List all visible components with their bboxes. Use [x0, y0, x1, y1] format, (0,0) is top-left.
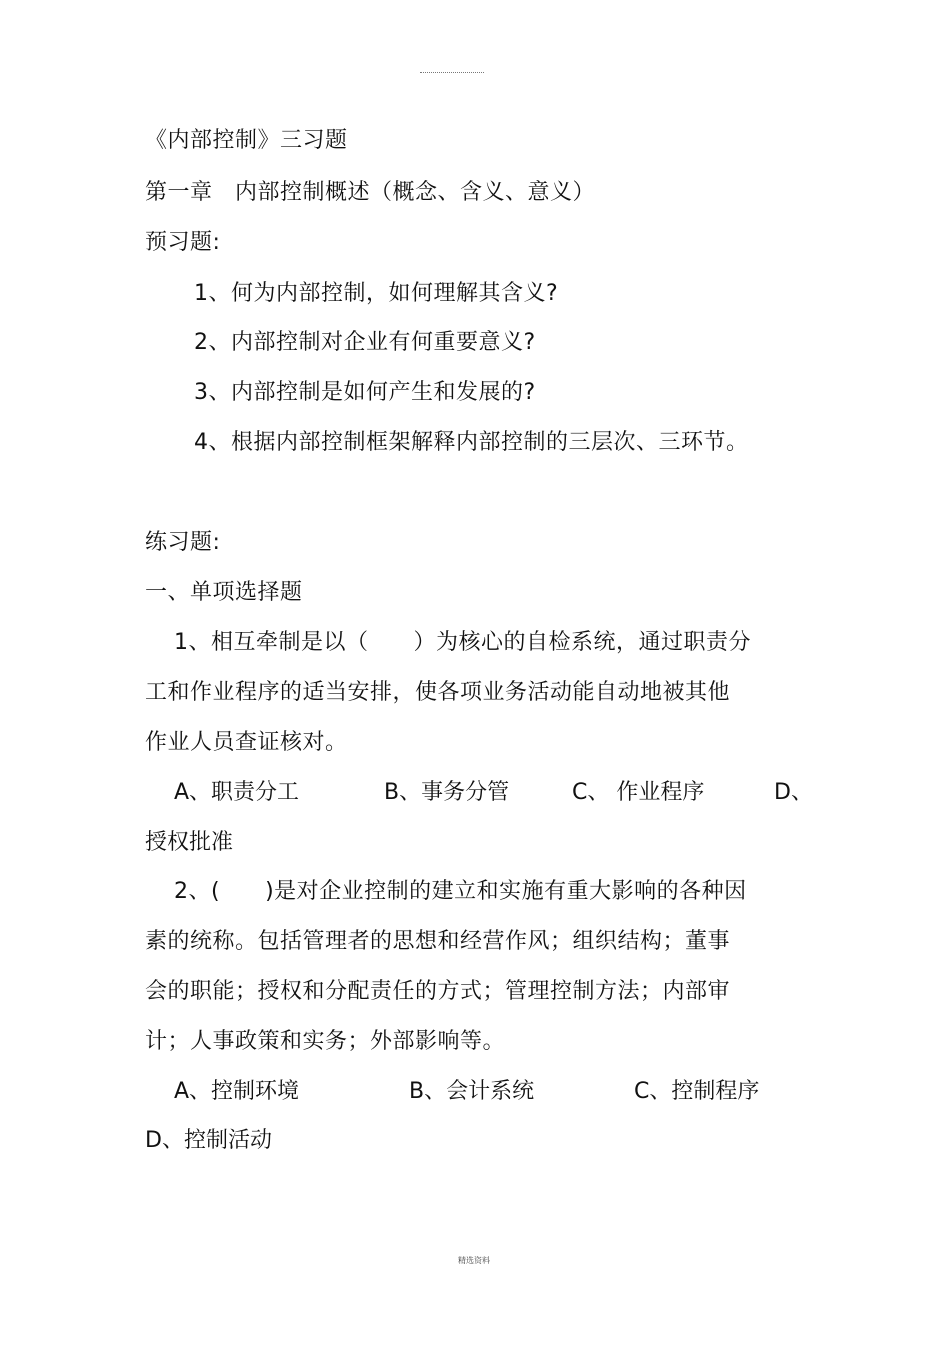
preview-heading: 预习题: [145, 230, 221, 255]
chapter-heading: 第一章 内部控制概述（概念、含义、意义） [145, 180, 596, 205]
question-1-line: 作业人员查证核对。 [145, 730, 348, 755]
question-2-option-d: D、控制活动 [145, 1128, 272, 1153]
question-1-option-d: D、 [774, 780, 813, 805]
question-2-line: 会的职能；授权和分配责任的方式；管理控制方法；内部审 [145, 979, 731, 1004]
section-heading: 一、单项选择题 [145, 580, 303, 605]
preview-item: 3、内部控制是如何产生和发展的? [194, 380, 536, 405]
preview-item: 4、根据内部控制框架解释内部控制的三层次、三环节。 [194, 430, 749, 455]
header-rule [420, 72, 484, 73]
preview-item: 2、内部控制对企业有何重要意义? [194, 330, 536, 355]
practice-heading: 练习题: [145, 530, 221, 555]
question-1-line: 工和作业程序的适当安排，使各项业务活动能自动地被其他 [145, 680, 731, 705]
question-1-option-d-text: 授权批准 [145, 830, 234, 855]
question-2-option-b: B、会计系统 [409, 1079, 535, 1104]
question-1-line: 1、相互牵制是以（ ）为核心的自检系统，通过职责分 [174, 630, 751, 655]
question-1-option-b: B、事务分管 [384, 780, 510, 805]
question-2-option-a: A、控制环境 [174, 1079, 300, 1104]
footer-text: 精选资料 [458, 1256, 490, 1265]
question-2-line: 2、( )是对企业控制的建立和实施有重大影响的各种因 [174, 879, 747, 904]
question-2-line: 计；人事政策和实务；外部影响等。 [145, 1029, 506, 1054]
question-1-option-a: A、职责分工 [174, 780, 300, 805]
preview-item: 1、何为内部控制，如何理解其含义? [194, 281, 559, 306]
question-2-line: 素的统称。包括管理者的思想和经营作风；组织结构；董事 [145, 929, 731, 954]
question-2-option-c: C、控制程序 [634, 1079, 760, 1104]
document-title: 《内部控制》三习题 [145, 128, 348, 153]
question-1-option-c: C、 作业程序 [572, 780, 705, 805]
